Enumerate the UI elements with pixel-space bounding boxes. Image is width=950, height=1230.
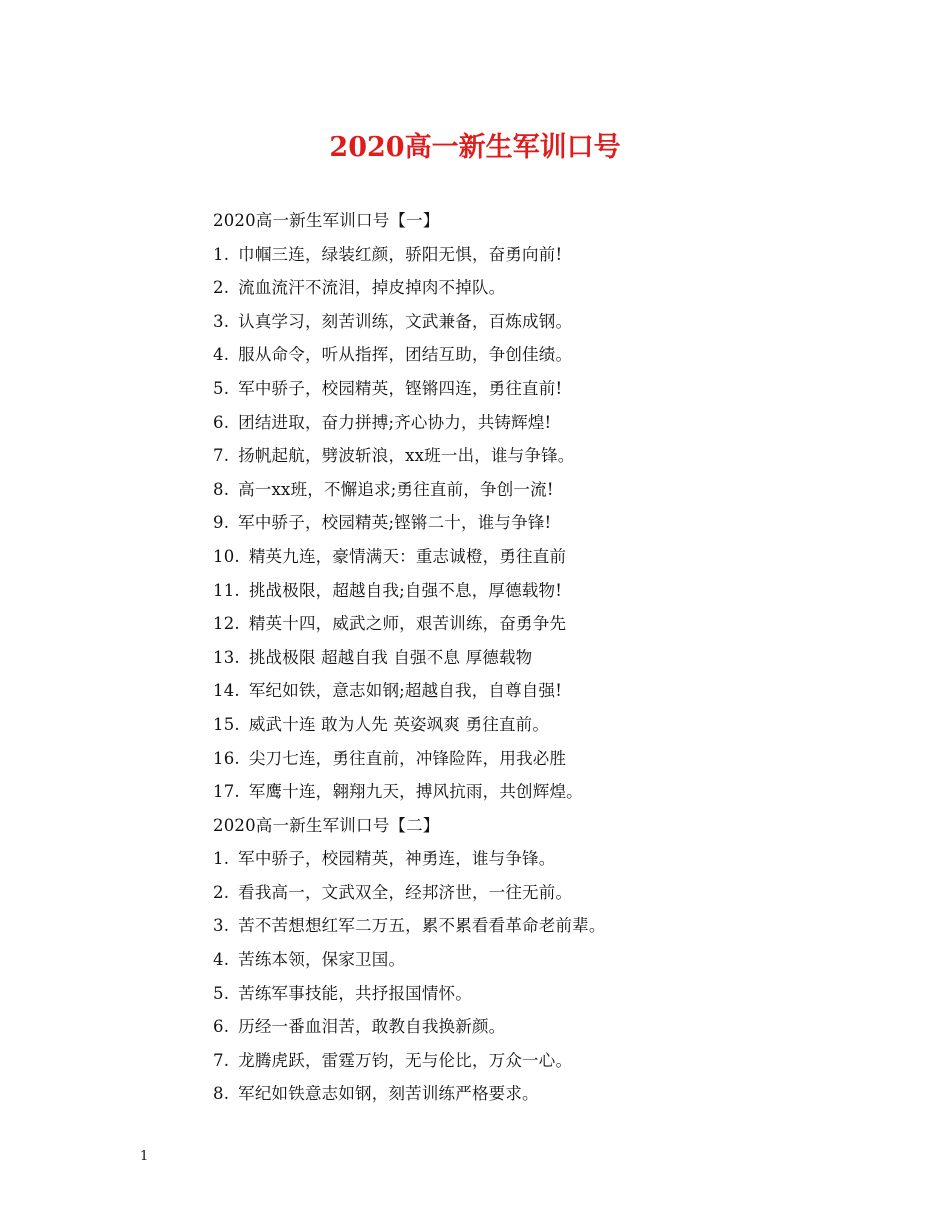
item-text: 挑战极限，超越自我;自强不息，厚德载物!: [248, 580, 563, 600]
item-number: 14.: [213, 681, 240, 701]
item-number: 8.: [213, 479, 230, 499]
item-text: 军中骄子，校园精英，神勇连，谁与争锋。: [238, 849, 556, 869]
list-item: [213, 473, 913, 507]
section-heading: 2020高一新生军训口号【二】: [213, 815, 440, 835]
list-item: [213, 574, 913, 608]
list-item: [213, 1044, 913, 1078]
item-number: 7.: [213, 446, 230, 466]
item-text: 精英九连，豪情满天：重志诚橙，勇往直前: [248, 546, 567, 566]
item-text: 巾帼三连，绿装红颜，骄阳无惧，奋勇向前!: [238, 244, 563, 264]
list-item: [213, 708, 913, 742]
list-item: [213, 506, 913, 540]
list-item: [213, 439, 913, 473]
item-text: 挑战极限 超越自我 自强不息 厚德载物: [248, 647, 533, 667]
item-number: 17.: [213, 782, 240, 802]
item-text: 军鹰十连，翱翔九天，搏风抗雨，共创辉煌。: [248, 782, 583, 802]
item-number: 6.: [213, 1017, 230, 1037]
item-number: 1.: [213, 849, 230, 869]
item-number: 16.: [213, 748, 240, 768]
item-text: 精英十四，威武之师，艰苦训练，奋勇争先: [248, 614, 567, 634]
item-number: 3.: [213, 311, 230, 331]
list-item: [213, 842, 913, 876]
item-text: 历经一番血泪苦，敢教自我换新颜。: [238, 1017, 506, 1037]
list-item: [213, 338, 913, 372]
list-item: [213, 607, 913, 641]
item-text: 苦练本领，保家卫国。: [238, 950, 406, 970]
list-item: [213, 674, 913, 708]
list-item: [213, 372, 913, 406]
list-item: [213, 876, 913, 910]
item-number: 7.: [213, 1050, 230, 1070]
list-item: [213, 943, 913, 977]
list-item: [213, 238, 913, 272]
list-item: [213, 977, 913, 1011]
page-title: 2020高一新生军训口号: [329, 132, 621, 163]
item-text: 服从命令，听从指挥，团结互助，争创佳绩。: [238, 345, 573, 365]
list-item: [213, 406, 913, 440]
list-item: [213, 775, 913, 809]
item-number: 8.: [213, 1084, 230, 1104]
item-text: 扬帆起航，劈波斩浪，xx班一出，谁与争锋。: [238, 446, 575, 466]
item-text: 认真学习，刻苦训练，文武兼备，百炼成钢。: [238, 311, 573, 331]
list-item: [213, 1010, 913, 1044]
item-text: 流血流汗不流泪，掉皮掉肉不掉队。: [238, 278, 506, 298]
item-text: 高一xx班，不懈追求;勇往直前，争创一流!: [238, 479, 554, 499]
item-number: 2.: [213, 882, 230, 902]
item-text: 苦练军事技能，共抒报国情怀。: [238, 983, 472, 1003]
item-number: 13.: [213, 647, 240, 667]
page-number: 1: [140, 1149, 149, 1164]
item-number: 11.: [213, 580, 240, 600]
item-number: 2.: [213, 278, 230, 298]
item-number: 4.: [213, 950, 230, 970]
item-number: 4.: [213, 345, 230, 365]
item-text: 威武十连 敢为人先 英姿飒爽 勇往直前。: [248, 714, 550, 734]
item-number: 10.: [213, 546, 240, 566]
list-item: [213, 909, 913, 943]
list-item: [213, 540, 913, 574]
item-text: 团结进取，奋力拼搏;齐心协力，共铸辉煌!: [238, 412, 552, 432]
list-item: [213, 641, 913, 675]
list-item: [213, 305, 913, 339]
section-heading: 2020高一新生军训口号【一】: [213, 211, 440, 230]
item-number: 3.: [213, 916, 230, 936]
item-text: 龙腾虎跃，雷霆万钧，无与伦比，万众一心。: [238, 1050, 573, 1070]
document-body: [213, 204, 913, 1111]
list-item: [213, 271, 913, 305]
item-text: 军纪如铁意志如钢，刻苦训练严格要求。: [238, 1084, 539, 1104]
item-number: 15.: [213, 714, 240, 734]
item-number: 12.: [213, 614, 240, 634]
list-item: [213, 742, 913, 776]
item-text: 军中骄子，校园精英;铿锵二十，谁与争锋!: [238, 513, 552, 533]
item-number: 9.: [213, 513, 230, 533]
item-text: 军中骄子，校园精英，铿锵四连，勇往直前!: [238, 378, 563, 398]
item-text: 军纪如铁，意志如钢;超越自我，自尊自强!: [248, 681, 563, 701]
item-text: 苦不苦想想红军二万五，累不累看看革命老前辈。: [238, 916, 606, 936]
item-number: 5.: [213, 983, 230, 1003]
item-number: 1.: [213, 244, 230, 264]
item-number: 6.: [213, 412, 230, 432]
list-item: [213, 1077, 913, 1111]
item-text: 尖刀七连，勇往直前，冲锋险阵，用我必胜: [248, 748, 567, 768]
item-number: 5.: [213, 378, 230, 398]
item-text: 看我高一，文武双全，经邦济世，一往无前。: [238, 882, 573, 902]
